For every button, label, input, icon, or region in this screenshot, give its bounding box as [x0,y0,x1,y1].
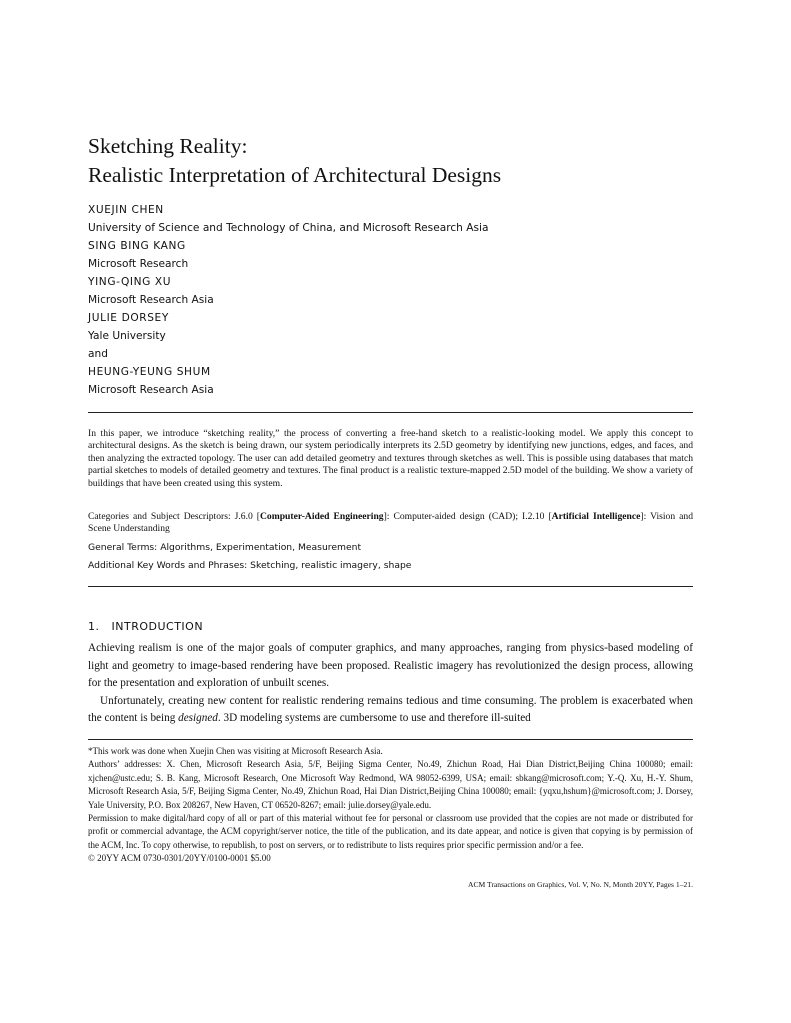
author-connector: and [88,348,108,360]
intro-p2-after: . 3D modeling systems are cumbersome to use and therefore ill-suited [217,712,531,725]
paper-title [88,132,501,190]
title-line-2: Realistic Interpretation of Architectural Designs [88,163,502,187]
footnote-copyright: © 20YY ACM 0730-0301/20YY/0100-0001 $5.00 [88,853,271,864]
general-terms [88,542,693,554]
categories-term-2: Artificial Intelligence [551,511,641,522]
categories-term-1: Computer-Aided Engineering [259,511,384,522]
section-title: INTRODUCTION [111,620,204,633]
title-line-1: Sketching Reality: [88,134,248,158]
author-block [88,201,488,399]
running-footer: ACM Transactions on Graphics, Vol. V, No. N, Month 20YY, Pages 1–21. [467,880,693,889]
author-name: XUEJIN CHEN [88,204,164,216]
author-name: SING BING KANG [88,240,186,252]
author-affiliation: Yale University [88,330,166,342]
author-name: JULIE DORSEY [88,312,169,324]
section-number: 1. [88,620,100,633]
categories-prefix: Categories and Subject Descriptors: J.6.0 [ [88,511,260,522]
section-heading [88,620,203,633]
author-affiliation: Microsoft Research [88,258,189,270]
categories-and-subject-descriptors [88,511,693,536]
footnote-permission: Permission to make digital/hard copy of all or part of this material without fee for personal or classroom use provided that the copies are not made or distributed for profit or commercial advantage, the ACM copyright/server notice, the title of the publication, and its date appear, and notice is given that copying is by permission of the ACM, Inc. To copy otherwise, to republish, to post on servers, or to redistribute to lists requires prior specific permission and/or a fee. [88,813,693,850]
intro-p2-emphasis: designed [178,712,218,725]
intro-paragraph-2 [88,693,693,728]
general-terms-text: General Terms: Algorithms, Experimentation, Measurement [88,542,362,553]
keywords [88,560,693,572]
categories-middle: ]: Computer-aided design (CAD); I.2.10 [ [383,511,552,522]
footnote-rule [88,739,693,740]
author-name: YING-QING XU [88,276,172,288]
abstract-bottom-rule [88,586,693,587]
abstract: In this paper, we introduce “sketching reality,” the process of converting a free-hand sketch to a realistic-looking model. We apply this concept to architectural designs. As the sketch is being drawn, our system periodically interprets its 2.5D geometry by identifying new junctions, edges, and faces, and then analyzing the extracted topology. The user can add detailed geometry and textures through sketches as well. This is possible using databases that match partial sketches to models of detailed geometry and textures. The final product is a realistic texture-mapped 2.5D model of the building. We show a variety of buildings that have been created using this system. [88,428,693,489]
keywords-text: Additional Key Words and Phrases: Sketching, realistic imagery, shape [88,560,412,571]
author-affiliation: University of Science and Technology of China, and Microsoft Research Asia [88,222,489,234]
footnote-addresses: Authors’ addresses: X. Chen, Microsoft Research Asia, 5/F, Beijing Sigma Center, No.49, Zhichun Road, Hai Dian District,Beijing China 100080; email: xjchen@ustc.edu; S. B. Kang, Microsoft Research, One Microsoft Way Redmond, WA 98052-6399, USA; email: sbkang@microsoft.com; Y.-Q. Xu, H.-Y. Shum, Microsoft Research Asia, 5/F, Beijing Sigma Center, No.49, Zhichun Road, Hai Dian District,Beijing China 100080; email: {yqxu,hshum}@microsoft.com; J. Dorsey, Yale University, P.O. Box 208267, New Haven, CT 06520-8267; email: julie.dorsey@yale.edu. [88,759,693,810]
footnotes [88,745,693,866]
footnote-work-note: *This work was done when Xuejin Chen was visiting at Microsoft Research Asia. [88,746,383,756]
introduction-body [88,640,693,728]
categories-suffix: ]: Vision and Scene Understanding [88,511,693,535]
intro-paragraph-1: Achieving realism is one of the major goals of computer graphics, and many approaches, ranging from physics-based modeling of light and geometry to image-based rendering have been proposed. Realistic imagery has revolutionized the design process, allowing for the presentation and exploration of unbuilt scenes. [88,642,693,690]
author-affiliation: Microsoft Research Asia [88,294,214,306]
intro-p2-before: Unfortunately, creating new content for realistic rendering remains tedious and time consuming. The problem is exacerbated when the content is being [88,694,693,725]
author-affiliation: Microsoft Research Asia [88,384,214,396]
abstract-top-rule [88,412,693,413]
author-name: HEUNG-YEUNG SHUM [88,366,211,378]
